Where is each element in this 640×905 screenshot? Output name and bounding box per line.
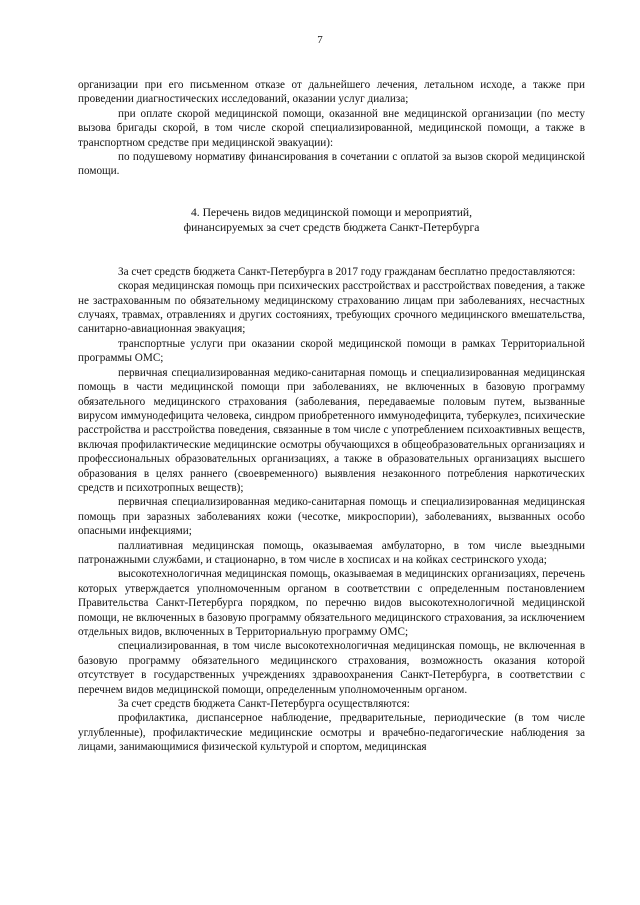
paragraph-primary-specialized: первичная специализированная медико-санитарная помощь и специализированная медицинская помощь в части медицинской помощи при заболеваниях, не включенных в базовую программу обязательного медицинского страхования (заболевания, передаваемые половым путем, вызванные вирусом иммунодефицита человека, синдром приобретенного иммунодефицита, туберкулез, психические расстройства и расстройства поведения, связанные в том числе с употреблением психоактивных веществ, включая профилактические медицинские осмотры обучающихся в общеобразовательных организациях и профессиональных образовательных организациях, а также в образовательных организациях высшего образования в целях раннего (своевременного) выявления незаконного потребления наркотических средств и психотропных веществ);	[78, 366, 585, 494]
paragraph-ambulance-payment: при оплате скорой медицинской помощи, оказанной вне медицинской организации (по месту вызова бригады скорой, в том числе скорой специализированной, медицинской помощи, а также в транспортном средстве при медицинской эвакуации):	[78, 107, 585, 149]
paragraph-budget-carried-out: За счет средств бюджета Санкт-Петербурга осуществляются:	[118, 698, 410, 711]
paragraph-palliative: паллиативная медицинская помощь, оказываемая амбулаторно, в том числе выездными патронажными службами, и стационарно, в том числе в хосписах и на койках сестринского ухода;	[78, 539, 585, 566]
paragraph-per-capita: по подушевому нормативу финансирования в сочетании с оплатой за вызов скорой медицинской помощи.	[78, 151, 585, 178]
paragraph-transport-services: транспортные услуги при оказании скорой медицинской помощи в рамках Территориальной программы ОМС;	[78, 337, 585, 365]
page-content	[78, 78, 585, 755]
section-heading-line-1: 4. Перечень видов медицинской помощи и мероприятий,	[190, 205, 473, 219]
paragraph-specialized-not-available: специализированная, в том числе высокотехнологичная медицинская помощь, не включенная в базовую программу обязательного медицинского страхования, возможность оказания которой отсутствует в государственных учреждениях здравоохранения Санкт-Петербурга, в соответствии с перечнем видов медицинской помощи, определенным уполномоченным органом.	[78, 640, 585, 696]
paragraph-emergency-psychiatric: скорая медицинская помощь при психических расстройствах и расстройствах поведения, а также не застрахованным по обязательному медицинскому страхованию лицам при заболеваниях, несчастных случаях, травмах, отравлениях и других состояниях, требующих срочного медицинского вмешательства, санитарно-авиационная эвакуация;	[78, 280, 585, 336]
section-heading	[78, 205, 585, 235]
paragraph-budget-intro: За счет средств бюджета Санкт-Петербурга в 2017 году гражданам бесплатно предоставляются:	[118, 265, 576, 278]
paragraph-prevention: профилактика, диспансерное наблюдение, предварительные, периодические (в том числе углубленные), профилактические медицинские осмотры и врачебно-педагогические наблюдения за лицами, занимающимися физической культурой и спортом, медицинская	[78, 712, 585, 754]
paragraph-continuation: организации при его письменном отказе от дальнейшего лечения, летальном исходе, а также при проведении диагностических исследований, оказании услуг диализа;	[78, 79, 585, 106]
section-heading-line-2: финансируемых за счет средств бюджета Санкт-Петербурга	[183, 220, 480, 234]
page-number: 7	[317, 34, 323, 46]
paragraph-high-tech: высокотехнологичная медицинская помощь, оказываемая в медицинских организациях, перечень которых утверждается уполномоченным органом в соответствии с определенным постановлением Правительства Санкт-Петербурга порядком, по перечню видов высокотехнологичной медицинской помощи, не включенных в базовую программу обязательного медицинского страхования, за исключением отдельных видов, включенных в Территориальную программу ОМС;	[78, 568, 585, 638]
paragraph-skin-diseases: первичная специализированная медико-санитарная помощь и специализированная медицинская помощь при заразных заболеваниях кожи (чесотке, микроспории), заболеваниях, вызванных особо опасными инфекциями;	[78, 496, 585, 538]
